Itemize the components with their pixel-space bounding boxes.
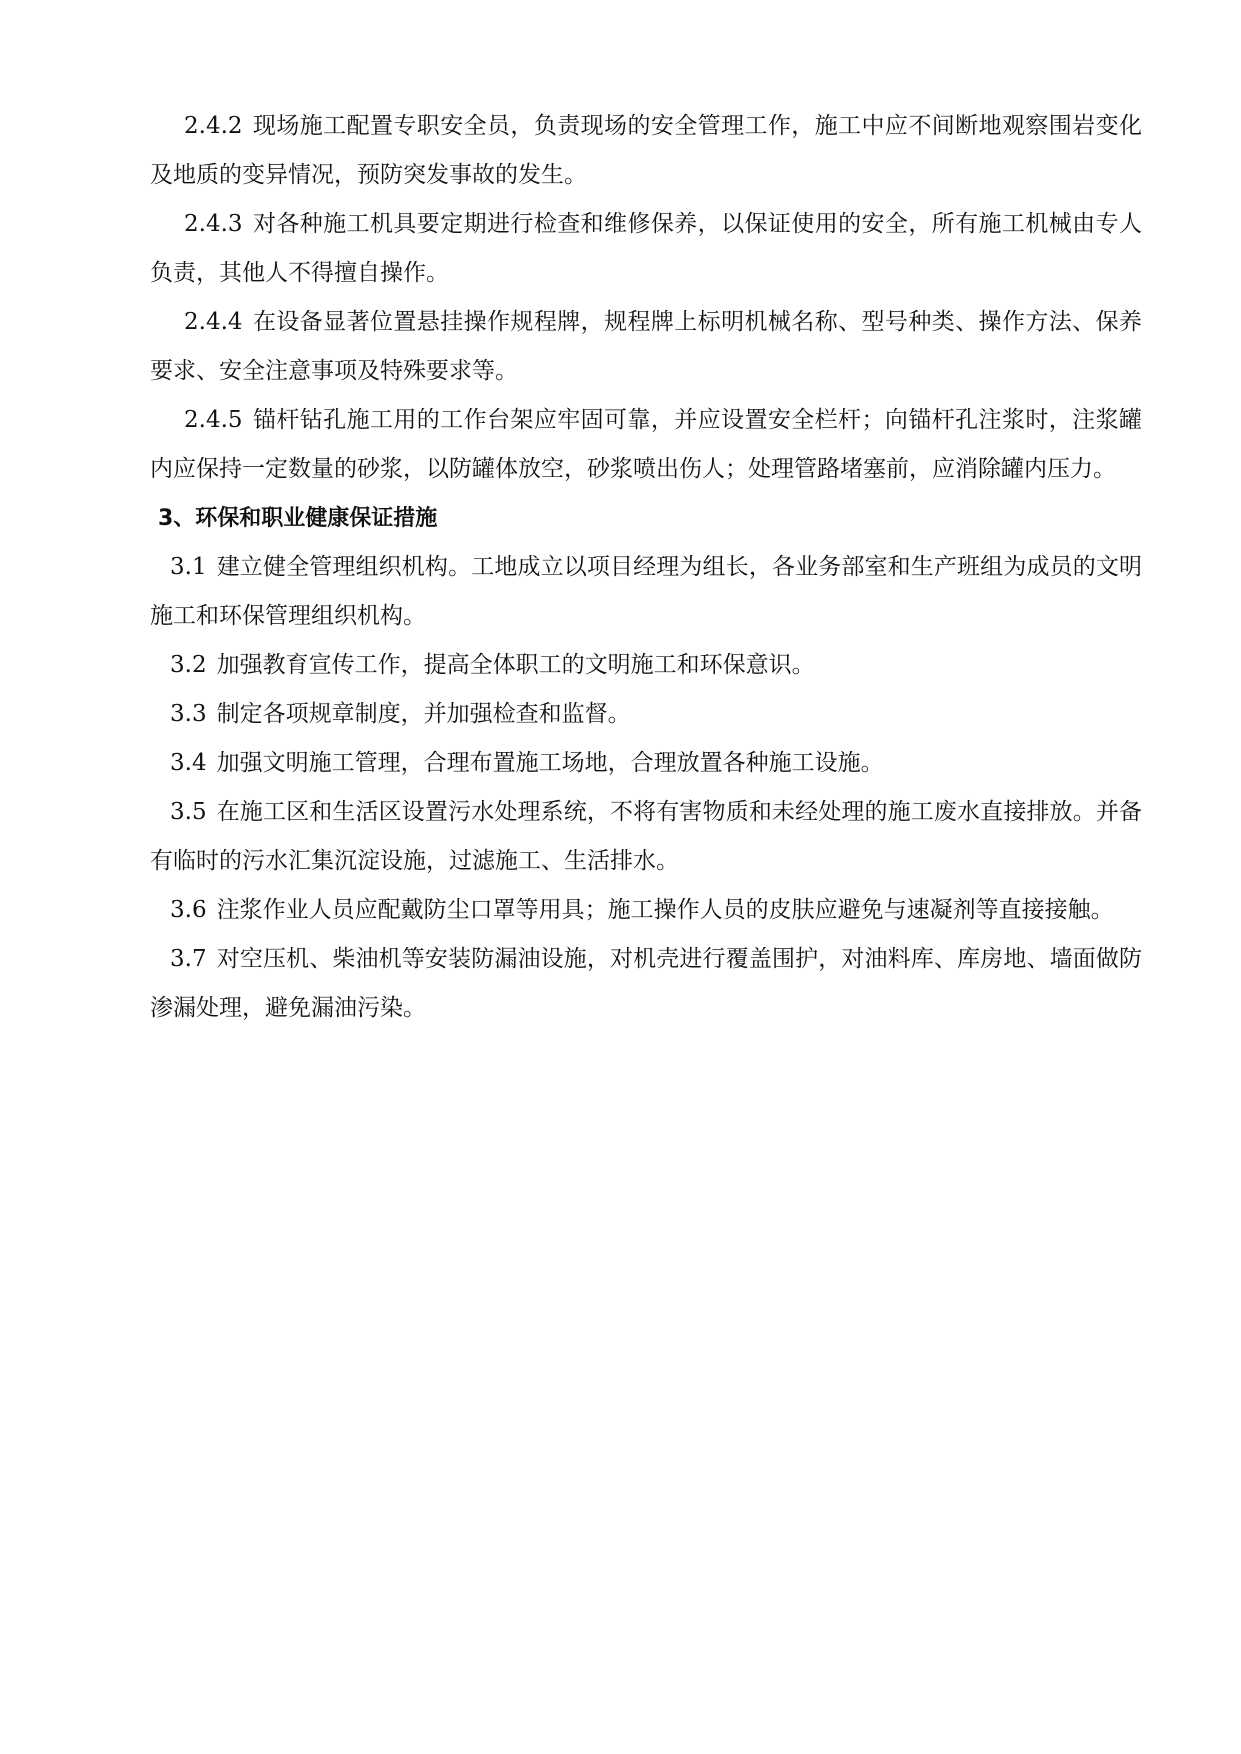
document-page [150, 102, 1142, 1033]
paragraph-number: 3.4 [170, 750, 207, 776]
paragraph-text: 对空压机、柴油机等安装防漏油设施，对机壳进行覆盖围护，对油料库、库房地、墙面做防渗漏处理，避免漏油污染。 [150, 946, 1142, 1021]
paragraph-text: 在设备显著位置悬挂操作规程牌，规程牌上标明机械名称、型号种类、操作方法、保养要求、安全注意事项及特殊要求等。 [150, 309, 1142, 384]
paragraph-text: 建立健全管理组织机构。工地成立以项目经理为组长，各业务部室和生产班组为成员的文明施工和环保管理组织机构。 [150, 554, 1142, 629]
paragraph-number: 3.2 [170, 652, 207, 678]
paragraph-text: 在施工区和生活区设置污水处理系统，不将有害物质和未经处理的施工废水直接排放。并备有临时的污水汇集沉淀设施，过滤施工、生活排水。 [150, 799, 1142, 874]
section-3-heading: 3、环保和职业健康保证措施 [158, 506, 438, 531]
paragraph-number: 3.1 [170, 554, 207, 580]
paragraph-number: 3.6 [170, 897, 207, 923]
paragraph-number: 2.4.4 [184, 309, 243, 335]
paragraph-text: 加强教育宣传工作，提高全体职工的文明施工和环保意识。 [216, 652, 815, 678]
paragraph-number: 3.5 [170, 799, 207, 825]
paragraph-number: 2.4.5 [184, 407, 243, 433]
paragraph-2-4-4 [150, 298, 1142, 396]
paragraph-3-3 [150, 690, 1142, 739]
paragraph-text: 制定各项规章制度，并加强检查和监督。 [216, 701, 631, 727]
paragraph-2-4-3 [150, 200, 1142, 298]
paragraph-3-5 [150, 788, 1142, 886]
paragraph-3-2 [150, 641, 1142, 690]
paragraph-number: 3.7 [170, 946, 207, 972]
paragraph-3-6 [150, 886, 1142, 935]
paragraph-2-4-5 [150, 396, 1142, 494]
paragraph-number: 2.4.2 [184, 113, 243, 139]
paragraph-text: 加强文明施工管理，合理布置施工场地，合理放置各种施工设施。 [216, 750, 884, 776]
paragraph-2-4-2 [150, 102, 1142, 200]
paragraph-3-7 [150, 935, 1142, 1033]
paragraph-text: 现场施工配置专职安全员，负责现场的安全管理工作，施工中应不间断地观察围岩变化及地质的变异情况，预防突发事故的发生。 [150, 113, 1142, 188]
paragraph-3-4 [150, 739, 1142, 788]
paragraph-3-1 [150, 543, 1142, 641]
paragraph-text: 锚杆钻孔施工用的工作台架应牢固可靠，并应设置安全栏杆；向锚杆孔注浆时，注浆罐内应保持一定数量的砂浆，以防罐体放空，砂浆喷出伤人；处理管路堵塞前，应消除罐内压力。 [150, 407, 1142, 482]
paragraph-text: 注浆作业人员应配戴防尘口罩等用具；施工操作人员的皮肤应避免与速凝剂等直接接触。 [216, 897, 1114, 923]
paragraph-number: 2.4.3 [184, 211, 243, 237]
paragraph-text: 对各种施工机具要定期进行检查和维修保养，以保证使用的安全，所有施工机械由专人负责，其他人不得擅自操作。 [150, 211, 1142, 286]
paragraph-number: 3.3 [170, 701, 207, 727]
